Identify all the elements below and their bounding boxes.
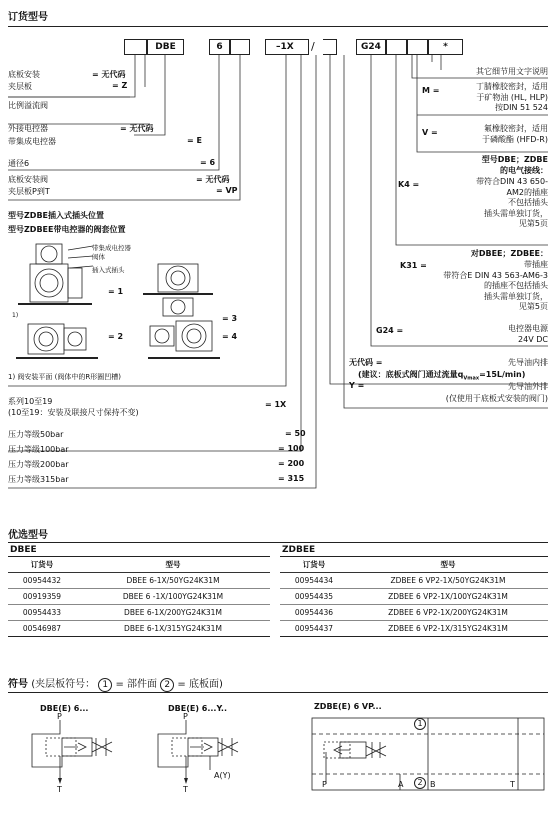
col-order-number: 订货号	[8, 557, 76, 573]
code-cell-dbe: DBE	[147, 39, 184, 55]
install-note-c: 插入式插头	[92, 266, 125, 274]
install-note-a: 带集成电控器	[92, 244, 131, 252]
right-y-key: Y =	[349, 381, 365, 390]
right-k31-title: 对DBEE；ZDBEE：	[470, 249, 548, 258]
install-pos-4: = 4	[222, 332, 238, 341]
right-none-key: 无代码 =	[349, 358, 383, 367]
right-m-text: 丁腈橡胶密封，适用 于矿物油 (HL, HLP) 按DIN 51 524	[476, 82, 548, 112]
val-int-control: = E	[187, 136, 202, 145]
sym2-t: T	[183, 785, 188, 794]
table-row: 00954437 ZDBEE 6 VP2-1X/315YG24K31M	[280, 621, 548, 637]
label-sandwich: 夹层板	[8, 82, 32, 91]
install-pos-1: = 1	[108, 287, 124, 296]
right-v-text: 氟橡胶密封，适用 于磷酸酯 (HFD-R)	[481, 124, 548, 144]
connector-position-figure	[8, 236, 268, 376]
pressure-100-val: = 100	[278, 444, 305, 453]
page-title: 订货型号	[8, 12, 48, 23]
preferred-title: 优选型号	[8, 530, 48, 541]
table-right-head: ZDBEE	[282, 545, 316, 555]
table-row: 00546987 DBEE 6-1X/315YG24K31M	[8, 621, 270, 637]
sym2-p: P	[183, 712, 188, 721]
table-zdbee	[280, 556, 548, 637]
right-k4-key: K4 =	[398, 180, 420, 189]
right-y-text: 先导油外排	[508, 382, 548, 391]
series-val: = 1X	[265, 400, 287, 409]
right-g24-text: 电控器电源 24V DC	[508, 324, 548, 344]
table-left-head: DBEE	[10, 545, 37, 555]
table-row: 00954436 ZDBEE 6 VP2-1X/200YG24K31M	[280, 605, 548, 621]
col-type: 型号	[348, 557, 548, 573]
table-row: 00954433 DBEE 6-1X/200YG24K31M	[8, 605, 270, 621]
col-order-number: 订货号	[280, 557, 348, 573]
preferred-rule	[8, 542, 548, 543]
val-sandwich-pt: = VP	[216, 186, 238, 195]
val-ext-control: = 无代码	[120, 124, 154, 133]
sym3-b: B	[430, 780, 436, 789]
circle-1-icon: 1	[98, 678, 112, 692]
pressure-315-val: = 315	[278, 474, 305, 483]
install-footnote: 1) 阀安装平面 (阀体中的R形圈凹槽)	[8, 373, 121, 381]
right-k31-text: 带插座 带符合E DIN 43 563-AM6-3 的插座不包括插头 插头需单独订货， 见第5页	[443, 260, 548, 311]
right-y-note: (仅使用于底板式安装的阀门)	[445, 394, 548, 403]
table-row: 00954435 ZDBEE 6 VP2-1X/100YG24K31M	[280, 589, 548, 605]
right-k31-key: K31 =	[400, 261, 427, 270]
series-line-1: 系列10至19	[8, 397, 53, 406]
code-cell-g24: G24	[356, 39, 386, 55]
label-sandwich-pt: 夹层板P到T	[8, 187, 50, 196]
symbol-2-title: DBE(E) 6...Y..	[168, 704, 227, 713]
label-int-control: 带集成电控器	[8, 137, 56, 146]
right-g24-key: G24 =	[376, 326, 404, 335]
table-row: 00954432 DBEE 6-1X/50YG24K31M	[8, 573, 270, 589]
install-title-2: 型号ZDBEE带电控器的阀套位置	[8, 225, 126, 234]
pressure-200-val: = 200	[278, 459, 305, 468]
install-note-b: 阀体	[92, 253, 105, 261]
circle-2-icon: 2	[160, 678, 174, 692]
right-conn-title: 型号DBE；ZDBE 的电气接线：	[481, 155, 548, 175]
label-subplate-valve: 底板安装阀	[8, 175, 48, 184]
pos1-valve-body	[30, 264, 68, 302]
label-subplate: 底板安装	[8, 70, 40, 79]
sym1-t: T	[57, 785, 62, 794]
table-dbee	[8, 556, 270, 637]
code-cell-6: 6	[209, 39, 230, 55]
install-pos-2: = 2	[108, 332, 124, 341]
label-prop-relief: 比例溢流阀	[8, 101, 48, 110]
right-m-key: M =	[422, 86, 440, 95]
install-pos-3: = 3	[222, 314, 238, 323]
series-line-2: (10至19：安装及联接尺寸保持不变)	[8, 408, 139, 417]
val-subplate-valve: = 无代码	[196, 175, 230, 184]
val-sandwich: = Z	[112, 81, 128, 90]
sym3-circle-1-icon: 1	[414, 718, 426, 730]
pressure-50-label: 压力等级50bar	[8, 430, 64, 439]
right-k4-text: 带符合DIN 43 650- AM2的插座 不包括插头 插头需单独订货， 见第5页	[476, 177, 548, 228]
label-ext-control: 外接电控器	[8, 124, 48, 133]
col-type: 型号	[76, 557, 270, 573]
symbol-1-title: DBE(E) 6...	[40, 704, 89, 713]
code-cell-1x: –1X	[265, 39, 309, 55]
val-size6: = 6	[200, 158, 216, 167]
code-cell-star: *	[428, 39, 463, 55]
pressure-100-label: 压力等级100bar	[8, 445, 69, 454]
hydraulic-symbols	[0, 712, 556, 822]
pressure-200-label: 压力等级200bar	[8, 460, 69, 469]
table-row: 00954434 ZDBEE 6 VP2-1X/50YG24K31M	[280, 573, 548, 589]
code-slash: /	[311, 40, 315, 53]
symbol-3-title: ZDBE(E) 6 VP...	[314, 702, 382, 711]
sym1-p: P	[57, 712, 62, 721]
val-subplate: = 无代码	[92, 70, 126, 79]
sym3-p: P	[322, 780, 327, 789]
sym3-t: T	[510, 780, 515, 789]
pressure-50-val: = 50	[285, 429, 306, 438]
label-size6: 通径6	[8, 159, 30, 168]
install-ref-1: 1)	[12, 312, 19, 319]
sym2-ay: A(Y)	[214, 771, 231, 780]
right-other: 其它细节用文字说明	[476, 67, 548, 76]
right-none-note: (建议：底板式阀门通过流量$q_{Vmax}=15L/\min$)	[358, 370, 526, 382]
symbols-rule	[8, 692, 548, 693]
sym3-a: A	[398, 780, 404, 789]
sym3-circle-2-icon: 2	[414, 777, 426, 789]
pressure-315-label: 压力等级315bar	[8, 475, 69, 484]
symbols-title: 符号 (夹层板符号： 1 = 部件面 2 = 底板面)	[8, 679, 223, 690]
install-title-1: 型号ZDBE插入式插头位置	[8, 211, 105, 220]
right-v-key: V =	[422, 128, 438, 137]
right-none-text: 先导油内排	[508, 358, 548, 367]
table-row: 00919359 DBEE 6 -1X/100YG24K31M	[8, 589, 270, 605]
